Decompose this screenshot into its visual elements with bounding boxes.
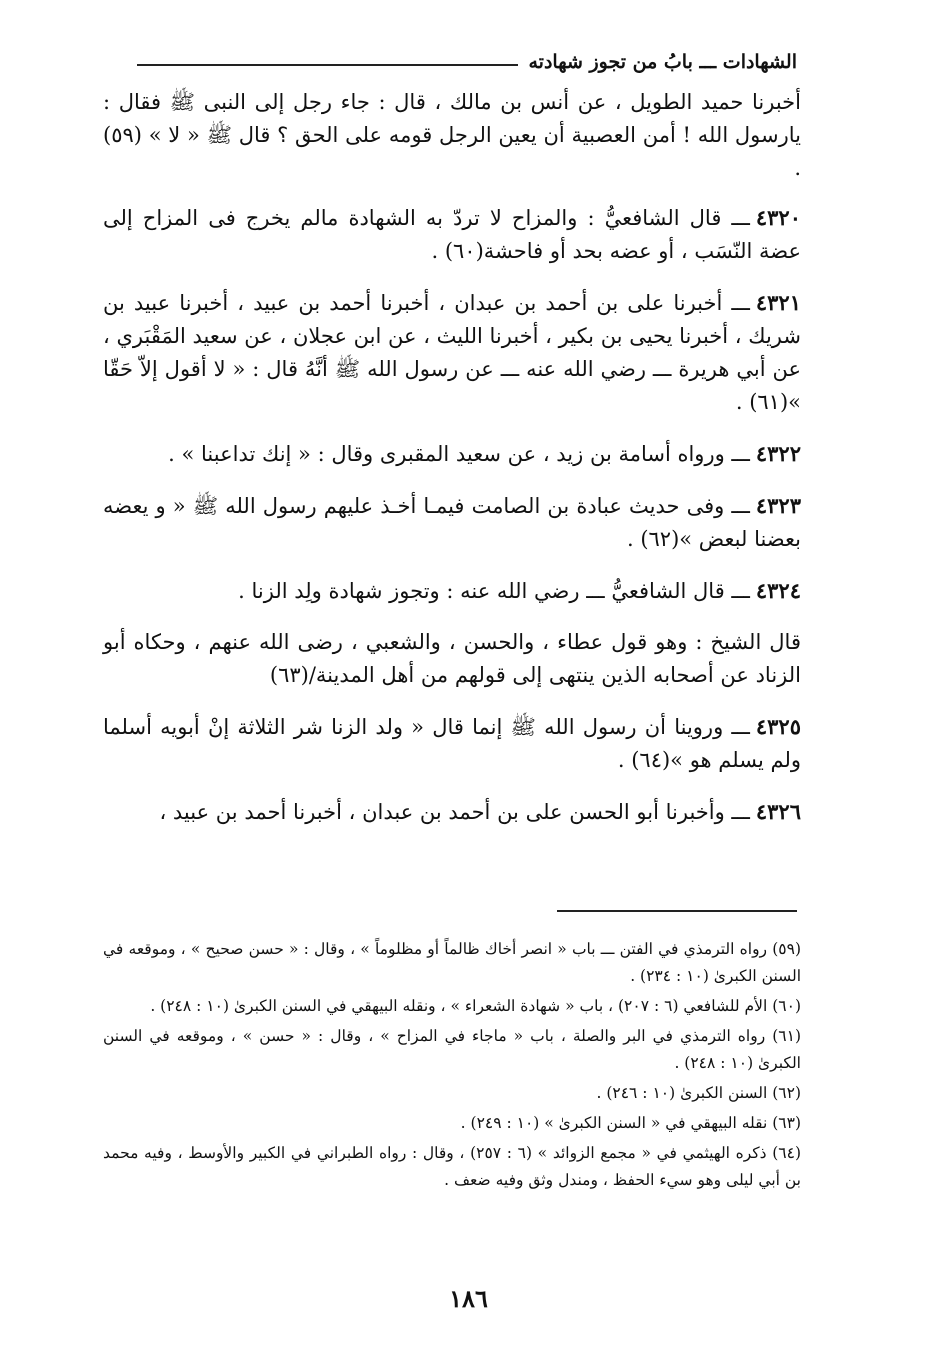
footnote: (٦١) رواه الترمذي في البر والصلة ، باب « ماجاء في المزاح » ، وقال : « حسن » ، وموقعه في السنن الكبرىٰ (١٠ : ٢٤٨) .	[103, 1027, 801, 1072]
paragraph-number: ٤٣٢٠	[755, 205, 801, 230]
paragraph-number: ٤٣٢٦	[755, 799, 801, 824]
paragraph	[103, 626, 801, 692]
header-title: الشهادات ـــ بابُ من تجوز شهادته	[528, 51, 797, 73]
paragraph-text: ـــ قال الشافعيُّ ـــ رضي الله عنه : وتجوز شهادة ولِد الزنا .	[238, 579, 750, 603]
paragraph-number: ٤٣٢١	[755, 290, 801, 315]
main-text	[103, 86, 801, 847]
footnote: (٦٢) السنن الكبرىٰ (١٠ : ٢٤٦) .	[596, 1084, 801, 1102]
paragraph-text: أخبرنا حميد الطويل ، عن أنس بن مالك ، قال : جاء رجل إلى النبى ﷺ فقال : يارسول الله ! أمن العصبية أن يعين الرجل قومه على الحق ؟ قال ﷺ « لا » (٥٩) .	[103, 90, 801, 180]
footnote: (٦٤) ذكره الهيثمي في « مجمع الزوائد » (٦ : ٢٥٧) ، وقال : رواه الطبراني في الكبير والأوسط ، وفيه محمد بن أبي ليلى وهو سيء الحفظ ، ومندل وثق وفيه ضعف .	[103, 1144, 801, 1189]
paragraph-number: ٤٣٢٥	[755, 714, 801, 739]
footnote: (٦٠) الأم للشافعي (٦ : ٢٠٧) ، باب « شهادة الشعراء » ، ونقله البيهقي في السنن الكبرىٰ (١٠ : ٢٤٨) .	[150, 997, 801, 1015]
paragraph	[103, 201, 801, 268]
paragraph-text: ـــ وأخبرنا أبو الحسن على بن أحمد بن عبدان ، أخبرنا أحمد بن عبيد ،	[159, 800, 750, 824]
paragraph-text: ـــ وروينا أن رسول الله ﷺ إنما قال « ولد الزنا شر الثلاثة إنْ أبويه أسلما ولم يسلم هو »(٦٤) .	[103, 715, 801, 772]
paragraph-text: ـــ أخبرنا على بن أحمد بن عبدان ، أخبرنا أحمد بن عبيد ، أخبرنا عبيد بن شريك ، أخبرنا يحيى بن بكير ، أخبرنا الليث ، عن ابن عجلان ، عن سعيد المَقْبَري ، عن أبي هريرة ـــ رضي الله عنه ـــ عن رسول الله ﷺ أنَّهُ قال : « لا أقول إلاّ حَقّا »(٦١) .	[103, 291, 801, 414]
paragraph-text: ـــ وفى حديث عبادة بن الصامت فيمـا أخـذ عليهم رسول الله ﷺ « و يعضه بعضنا لبعض »(٦٢) .	[103, 494, 801, 551]
paragraph-text: ـــ قال الشافعيُّ : والمزاح لا تردّ به الشهادة مالم يخرج فى المزاح إلى عضة النّسَب ، أو عضه بحد أو فاحشة(٦٠) .	[103, 206, 801, 263]
footnote-separator	[557, 910, 797, 912]
paragraph	[103, 286, 801, 419]
paragraph-number: ٤٣٢٣	[755, 493, 801, 518]
paragraph-text: قال الشيخ : وهو قول عطاء ، والحسن ، والشعبي ، رضى الله عنهم ، وحكاه أبو الزناد عن أصحابه الذين ينتهى إلى قولهم من أهل المدينة/(٦٣)	[103, 630, 801, 687]
page-number: ١٨٦	[449, 1284, 488, 1313]
paragraph-text: ـــ ورواه أسامة بن زيد ، عن سعيد المقبرى وقال : « إنك تداعبنا » .	[168, 442, 750, 466]
paragraph	[103, 489, 801, 556]
paragraph-number: ٤٣٢٤	[755, 578, 801, 603]
footnotes	[103, 936, 801, 1197]
paragraph	[103, 574, 801, 608]
paragraph	[103, 437, 801, 471]
footnote: (٦٣) نقله البيهقي في « السنن الكبرىٰ » (١٠ : ٢٤٩) .	[460, 1114, 801, 1132]
paragraph	[103, 710, 801, 777]
paragraph-number: ٤٣٢٢	[755, 441, 801, 466]
header-rule	[137, 64, 518, 66]
paragraph	[103, 795, 801, 829]
running-header	[137, 44, 797, 80]
paragraph	[103, 86, 801, 185]
footnote: (٥٩) رواه الترمذي في الفتن ـــ باب « انصر أخاك ظالماً أو مظلوماً » ، وقال : « حسن صحيح » ، وموقعه في السنن الكبرىٰ (١٠ : ٢٣٤) .	[103, 940, 801, 985]
